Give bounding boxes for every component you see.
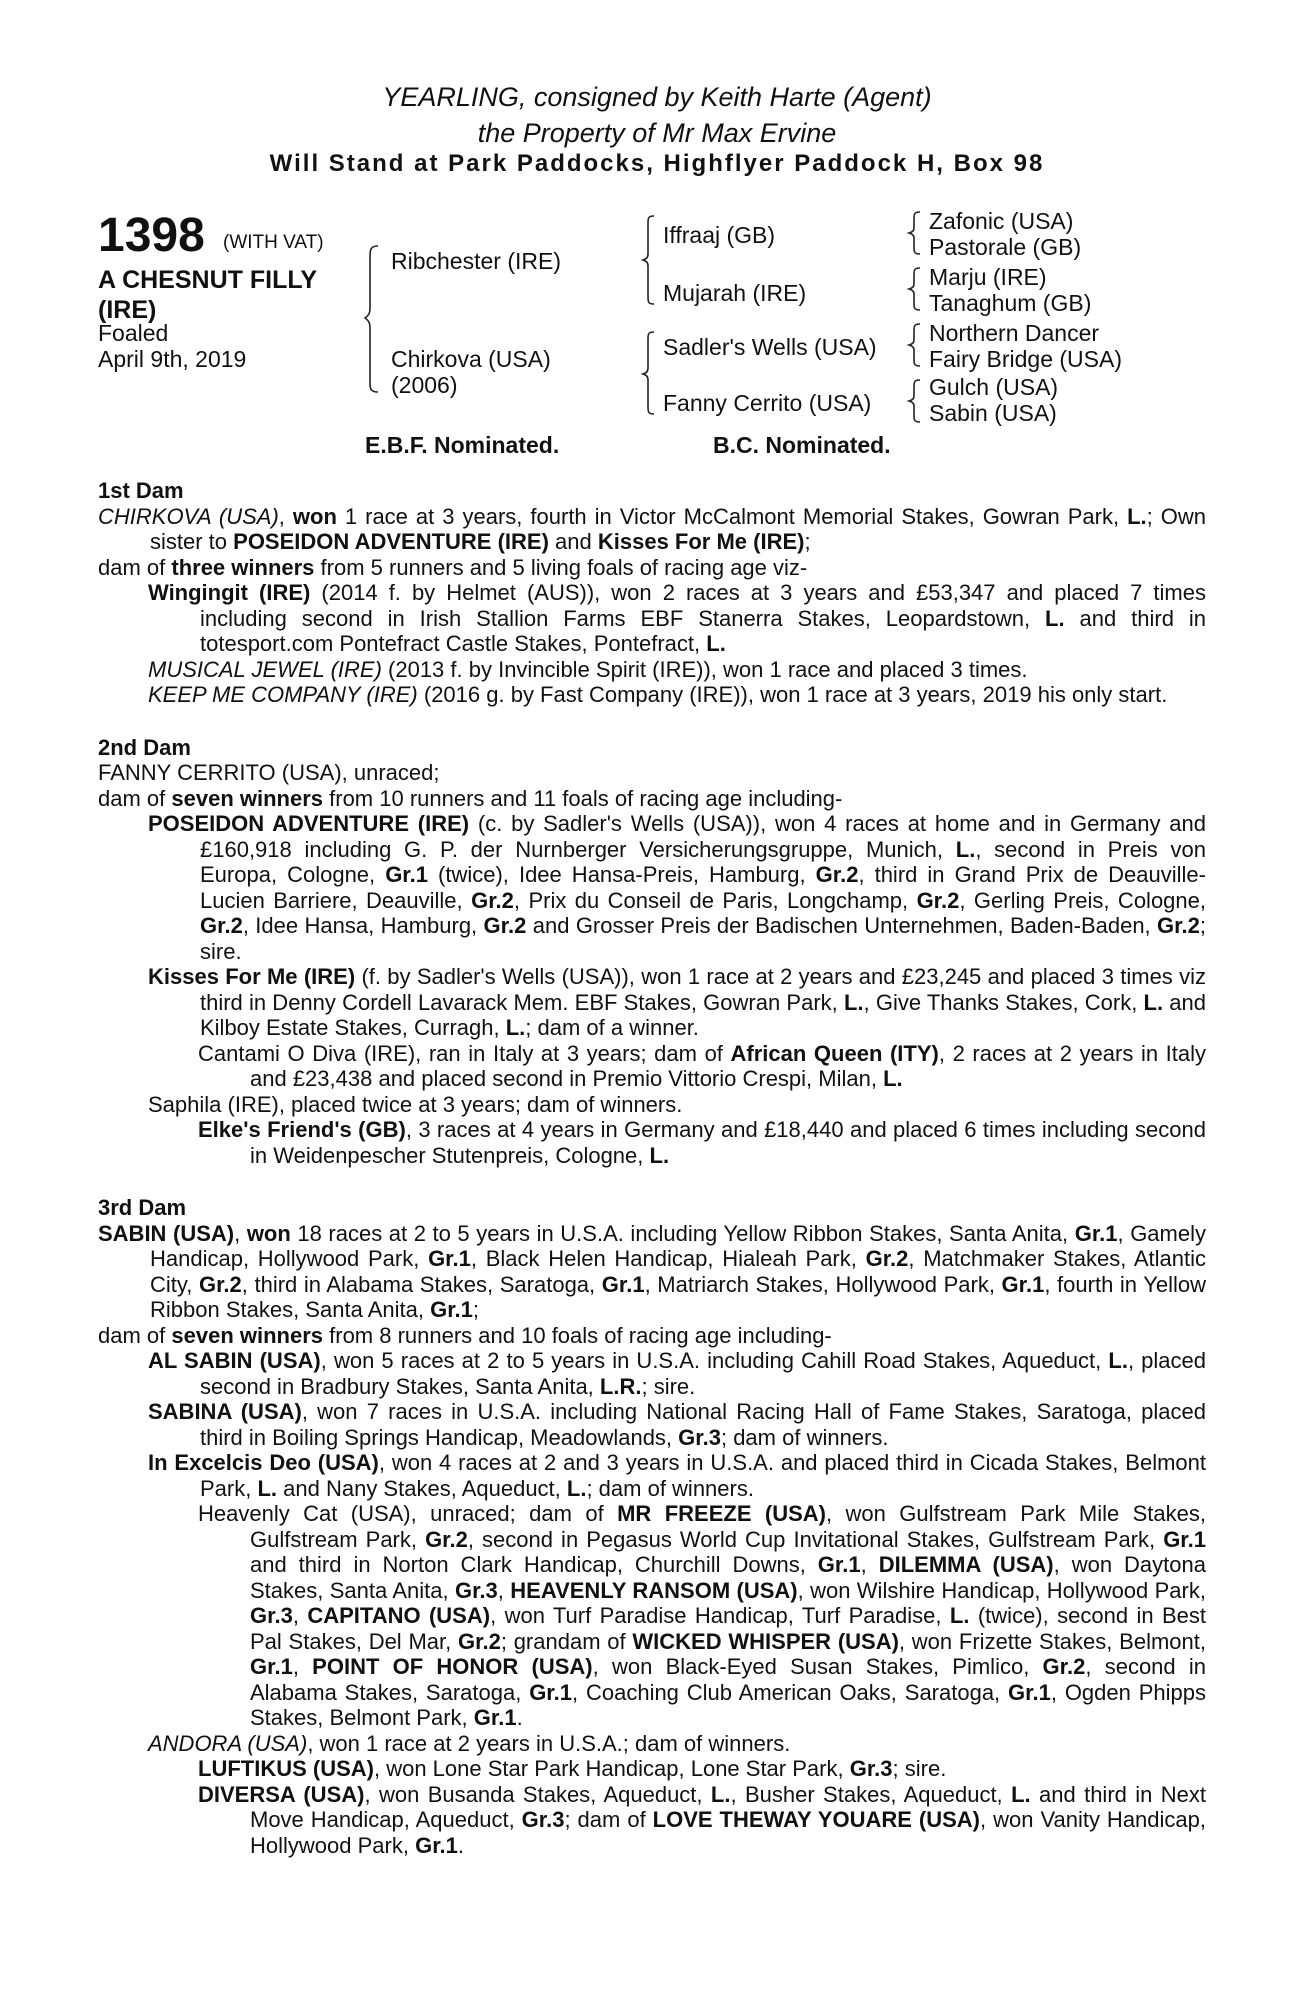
bold-text: Gr.3 — [454, 1577, 498, 1603]
bold-text: Gr.3 — [521, 1807, 565, 1832]
text: ; dam of a winner. — [525, 1015, 699, 1040]
catalogue-body — [98, 478, 1206, 1858]
text: . — [516, 1705, 523, 1730]
text: , third in Grand Prix de Deauville-Lucien Barriere, Deauville, — [200, 862, 1206, 913]
text: dam of — [98, 785, 172, 811]
pedigree-sdd: Tanaghum (GB) — [929, 290, 1092, 316]
bold-text: L. — [949, 1603, 970, 1628]
bold-text: Gr.3 — [250, 1603, 293, 1628]
bold-text: three winners — [171, 554, 315, 580]
text: Saphila (IRE), placed twice at 3 years; dam of winners. — [148, 1091, 683, 1117]
pedigree-bracket-dam — [642, 330, 658, 416]
text: ; grandam of — [500, 1628, 633, 1654]
text: , fourth in Yellow Ribbon Stakes, Santa Anita, — [150, 1271, 1206, 1322]
text: , third in Alabama Stakes, Saratoga, — [241, 1271, 602, 1297]
third-dam-entries — [98, 1221, 1206, 1859]
bold-text: HEAVENLY RANSOM (USA) — [510, 1577, 798, 1603]
text: and third in Next Move Handicap, Aqueduct, — [250, 1781, 1207, 1832]
text: , won Busanda Stakes, Aqueduct, — [364, 1781, 711, 1807]
bold-text: Gr.3 — [678, 1424, 721, 1450]
pedigree-dam-year: (2006) — [391, 372, 458, 398]
text: , Prix du Conseil de Paris, Longchamp, — [513, 887, 917, 913]
text: , — [497, 1577, 511, 1603]
catalogue-entry — [98, 760, 1206, 786]
pedigree-dss: Northern Dancer — [929, 320, 1100, 346]
text: ; sire. — [892, 1756, 947, 1781]
header-property: the Property of Mr Max Ervine — [477, 118, 837, 148]
bold-text: L. — [843, 989, 864, 1015]
bold-text: Gr.2 — [200, 913, 243, 938]
text: ; — [804, 529, 811, 554]
text: and Grosser Preis der Badischen Unternehmen, Baden-Baden, — [526, 913, 1158, 938]
bold-text: POINT OF HONOR (USA) — [312, 1654, 593, 1679]
pedigree-sire-sire: Iffraaj (GB) — [663, 222, 776, 248]
pedigree-dam-sire: Sadler's Wells (USA) — [663, 334, 877, 360]
bold-text: won — [246, 1220, 291, 1246]
text: ; — [472, 1297, 480, 1322]
text: , won 1 race at 2 years in U.S.A.; dam of winners. — [307, 1730, 791, 1756]
catalogue-entry — [98, 555, 1206, 581]
catalogue-entry — [98, 1756, 1206, 1782]
text: , 3 races at 4 years in Germany and £18,440 and placed 6 times including second in Weidenpescher Stutenpreis, Cologne, — [250, 1117, 1206, 1168]
bold-text: POSEIDON ADVENTURE (IRE) — [233, 529, 549, 554]
pedigree-bracket-ss — [908, 210, 922, 256]
text: , — [860, 1552, 879, 1577]
bold-text: Gr.1 — [385, 862, 428, 887]
text: and third in Norton Clark Handicap, Churchill Downs, — [250, 1552, 818, 1577]
bold-text: seven winners — [171, 1322, 324, 1348]
pedigree-dsd: Fairy Bridge (USA) — [929, 346, 1122, 372]
bold-text: L. — [1127, 503, 1147, 529]
catalogue-entry — [98, 1399, 1206, 1450]
bold-text: AL SABIN (USA) — [148, 1348, 321, 1373]
catalogue-entry — [98, 682, 1206, 708]
catalogue-entry — [98, 1323, 1206, 1349]
text: and Kilboy Estate Stakes, Curragh, — [200, 989, 1206, 1040]
text: , — [234, 1220, 247, 1246]
bold-text: L. — [505, 1015, 526, 1040]
text: , won 5 races at 2 to 5 years in U.S.A. including Cahill Road Stakes, Aqueduct, — [320, 1348, 1109, 1373]
text: , Coaching Club American Oaks, Saratoga, — [572, 1679, 1009, 1705]
text: , 2 races at 2 years in Italy and £23,438 and placed second in Premio Vittorio Crespi, Milan, — [250, 1040, 1207, 1091]
catalogue-entry — [98, 1117, 1206, 1168]
text: , Ogden Phipps Stakes, Belmont Park, — [250, 1679, 1206, 1730]
text: Cantami O Diva (IRE), ran in Italy at 3 years; dam of — [198, 1040, 731, 1066]
first-dam-entries — [98, 504, 1206, 708]
pedigree-sire: Ribchester (IRE) — [391, 248, 561, 274]
bold-text: DIVERSA (USA) — [198, 1781, 365, 1807]
foaled-date: April 9th, 2019 — [98, 346, 247, 372]
text: from 5 runners and 5 living foals of racing age viz- — [314, 554, 808, 580]
bold-text: Gr.1 — [529, 1679, 572, 1705]
text: , Matriarch Stakes, Hollywood Park, — [644, 1271, 1002, 1297]
text: . — [457, 1832, 465, 1858]
bold-text: SABINA (USA) — [148, 1399, 302, 1424]
catalogue-entry — [98, 1782, 1206, 1859]
bold-text: Gr.1 — [1163, 1526, 1206, 1552]
text: , won Daytona Stakes, Santa Anita, — [250, 1552, 1206, 1603]
second-dam-entries — [98, 760, 1206, 1168]
text: 1 race at 3 years, fourth in Victor McCalmont Memorial Stakes, Gowran Park, — [336, 503, 1128, 529]
bold-text: Gr.2 — [458, 1628, 501, 1654]
bold-text: L. — [566, 1475, 587, 1501]
catalogue-entry — [98, 1041, 1206, 1092]
pedigree-ssd: Pastorale (GB) — [929, 234, 1082, 260]
pedigree-ddd: Sabin (USA) — [929, 400, 1057, 426]
text: , Busher Stakes, Aqueduct, — [730, 1781, 1012, 1807]
catalogue-entry — [98, 657, 1206, 683]
text: from 10 runners and 11 foals of racing age including- — [323, 785, 843, 811]
text: ; dam of — [564, 1807, 653, 1832]
text: , Gerling Preis, Cologne, — [959, 887, 1206, 913]
catalogue-entry — [98, 1501, 1206, 1731]
text: , second in Pegasus World Cup Invitational Stakes, Gulfstream Park, — [467, 1526, 1164, 1552]
text: , won Black-Eyed Susan Stakes, Pimlico, — [592, 1654, 1043, 1679]
italic-text: ANDORA (USA) — [148, 1730, 308, 1756]
catalogue-entry — [98, 786, 1206, 812]
bold-text: CAPITANO (USA) — [307, 1603, 491, 1628]
pedigree-sss: Zafonic (USA) — [929, 208, 1074, 234]
vat-note: (WITH VAT) — [223, 232, 324, 253]
first-dam-heading: 1st Dam — [98, 478, 184, 503]
pedigree-bracket-main — [364, 244, 384, 394]
header-consignor: YEARLING, consigned by Keith Harte (Agent) — [382, 82, 932, 112]
bold-text: Gr.2 — [865, 1246, 909, 1271]
bold-text: Gr.1 — [428, 1246, 471, 1271]
text: , Gamely Handicap, Hollywood Park, — [150, 1220, 1206, 1271]
text: ; sire. — [200, 913, 1206, 964]
text: 18 races at 2 to 5 years in U.S.A. including Yellow Ribbon Stakes, Santa Anita, — [290, 1220, 1075, 1246]
italic-text: MUSICAL JEWEL (IRE) — [148, 656, 382, 682]
bold-text: L. — [1108, 1348, 1128, 1373]
pedigree-sds: Marju (IRE) — [929, 264, 1047, 290]
catalogue-entry — [98, 1221, 1206, 1323]
bold-text: L. — [955, 836, 976, 862]
text: , Matchmaker Stakes, Atlantic City, — [150, 1246, 1207, 1297]
bold-text: Gr.2 — [1042, 1654, 1086, 1679]
header-location: Will Stand at Park Paddocks, Highflyer Paddock H, Box 98 — [269, 150, 1045, 177]
bold-text: LUFTIKUS (USA) — [198, 1756, 374, 1781]
text: , Idee Hansa, Hamburg, — [242, 913, 484, 938]
catalogue-entry — [98, 1731, 1206, 1757]
text: , — [292, 1654, 313, 1679]
text: , won Gulfstream Park Mile Stakes, Gulfstream Park, — [250, 1501, 1207, 1552]
text: , placed second in Bradbury Stakes, Santa Anita, — [200, 1348, 1206, 1399]
bold-text: Gr.1 — [1001, 1271, 1045, 1297]
text: , won Wilshire Handicap, Hollywood Park, — [797, 1577, 1206, 1603]
text: (2013 f. by Invincible Spirit (IRE)), won 1 race and placed 3 times. — [381, 656, 1028, 682]
bold-text: Gr.2 — [1157, 913, 1200, 938]
text: ; dam of winners. — [720, 1424, 889, 1450]
bold-text: Gr.2 — [471, 887, 514, 913]
bold-text: Gr.1 — [473, 1705, 517, 1730]
bold-text: L. — [1045, 605, 1065, 631]
bold-text: L. — [1143, 989, 1164, 1015]
third-dam-heading: 3rd Dam — [98, 1195, 187, 1220]
pedigree-dam: Chirkova (USA) — [391, 346, 551, 372]
catalogue-entry — [98, 504, 1206, 555]
text: , won Frizette Stakes, Belmont, — [898, 1628, 1206, 1654]
text: , won Vanity Handicap, Hollywood Park, — [250, 1807, 1206, 1858]
bold-text: won — [292, 503, 337, 529]
bold-text: L. — [710, 1781, 731, 1807]
text: (f. by Sadler's Wells (USA)), won 1 race at 2 years and £23,245 and placed 3 times viz third in Denny Cordell Lavarack Mem. EBF Stakes, Gowran Park, — [200, 964, 1206, 1015]
bold-text: Gr.1 — [817, 1552, 861, 1577]
bold-text: Gr.2 — [815, 862, 859, 887]
text: dam of — [98, 554, 172, 580]
bold-text: POSEIDON ADVENTURE (IRE) — [148, 811, 470, 836]
pedigree-bracket-ds — [908, 322, 922, 368]
text: (2016 g. by Fast Company (IRE)), won 1 race at 3 years, 2019 his only start. — [417, 682, 1168, 707]
italic-text: CHIRKOVA (USA) — [98, 503, 279, 529]
text: from 8 runners and 10 foals of racing age including- — [323, 1322, 832, 1348]
text: ; dam of winners. — [586, 1475, 754, 1501]
catalogue-entry — [98, 1450, 1206, 1501]
pedigree-sire-dam: Mujarah (IRE) — [663, 280, 807, 306]
text: , won 4 races at 2 and 3 years in U.S.A. and placed third in Cicada Stakes, Belmont Park, — [200, 1450, 1206, 1501]
pedigree-dds: Gulch (USA) — [929, 374, 1059, 400]
bold-text: L. — [883, 1066, 903, 1091]
bold-text: Gr.2 — [198, 1271, 242, 1297]
bold-text: seven winners — [171, 785, 324, 811]
bold-text: Gr.2 — [425, 1526, 468, 1552]
bold-text: Gr.1 — [415, 1832, 458, 1858]
foaled-label: Foaled — [98, 320, 169, 346]
catalogue-entry — [98, 811, 1206, 964]
bold-text: Gr.1 — [601, 1271, 645, 1297]
text: and — [548, 529, 598, 554]
bold-text: L. — [649, 1142, 670, 1168]
text: and third in totesport.com Pontefract Castle Stakes, Pontefract, — [200, 605, 1206, 656]
bold-text: Kisses For Me (IRE) — [148, 964, 356, 989]
text: , — [292, 1603, 308, 1628]
catalogue-entry — [98, 580, 1206, 657]
bold-text: Gr.1 — [1074, 1220, 1118, 1246]
pedigree-bracket-sire — [642, 214, 658, 306]
italic-text: KEEP ME COMPANY (IRE) — [148, 682, 418, 707]
bold-text: Gr.2 — [916, 887, 960, 913]
bold-text: L. — [1011, 1781, 1031, 1807]
bold-text: DILEMMA (USA) — [878, 1552, 1054, 1577]
catalogue-entry — [98, 964, 1206, 1041]
ebf-nominated: E.B.F. Nominated. — [365, 432, 560, 458]
lot-description: A CHESNUT FILLY — [98, 266, 317, 294]
lot-description-origin: (IRE) — [98, 296, 157, 324]
text: , Give Thanks Stakes, Cork, — [863, 989, 1144, 1015]
bold-text: Gr.1 — [250, 1654, 293, 1679]
bold-text: Gr.1 — [1008, 1679, 1051, 1705]
catalogue-entry — [98, 1348, 1206, 1399]
text: FANNY CERRITO (USA), unraced; — [98, 760, 440, 785]
bold-text: In Excelcis Deo (USA) — [148, 1450, 379, 1475]
text: , won Lone Star Park Handicap, Lone Star Park, — [373, 1756, 850, 1781]
text: , second in Alabama Stakes, Saratoga, — [250, 1654, 1207, 1705]
bold-text: Gr.3 — [849, 1756, 893, 1781]
bold-text: LOVE THEWAY YOUARE (USA) — [652, 1807, 981, 1832]
text: Heavenly Cat (USA), unraced; dam of — [198, 1501, 618, 1526]
pedigree-bracket-dd — [908, 378, 922, 424]
text: , won Turf Paradise Handicap, Turf Paradise, — [490, 1603, 950, 1628]
text: , second in Preis von Europa, Cologne, — [200, 836, 1206, 887]
text: ; Own sister to — [150, 503, 1206, 554]
bold-text: Kisses For Me (IRE) — [597, 529, 805, 554]
text: , won 7 races in U.S.A. including National Racing Hall of Fame Stakes, Saratoga, placed third in Boiling Springs Handicap, Meadowlands, — [200, 1399, 1207, 1450]
bold-text: MR FREEZE (USA) — [617, 1501, 827, 1526]
pedigree-dam-dam: Fanny Cerrito (USA) — [663, 390, 872, 416]
pedigree-bracket-sd — [908, 266, 922, 312]
bold-text: African Queen (ITY) — [730, 1040, 939, 1066]
text: dam of — [98, 1322, 172, 1348]
bold-text: Wingingit (IRE) — [148, 580, 311, 605]
bold-text: Elke's Friend's (GB) — [198, 1117, 406, 1142]
catalogue-entry — [98, 1092, 1206, 1118]
text: (twice), second in Best Pal Stakes, Del Mar, — [250, 1603, 1206, 1654]
text: , Black Helen Handicap, Hialeah Park, — [470, 1246, 866, 1271]
text: ; sire. — [641, 1373, 696, 1399]
bold-text: L.R. — [599, 1373, 642, 1399]
text: , — [278, 503, 293, 529]
text: and Nany Stakes, Aqueduct, — [277, 1475, 567, 1501]
bold-text: Gr.1 — [430, 1297, 473, 1322]
text: (c. by Sadler's Wells (USA)), won 4 races at home and in Germany and £160,918 including G. P. der Nurnberger Versicherungsgruppe, Munich, — [200, 811, 1206, 862]
bold-text: L. — [257, 1475, 278, 1501]
second-dam-heading: 2nd Dam — [98, 734, 191, 760]
bold-text: Gr.2 — [483, 913, 527, 938]
text: (twice), Idee Hansa-Preis, Hamburg, — [428, 862, 816, 887]
lot-number: 1398 — [98, 209, 205, 262]
bc-nominated: B.C. Nominated. — [713, 432, 891, 458]
bold-text: WICKED WHISPER (USA) — [632, 1628, 899, 1654]
text: (2014 f. by Helmet (AUS)), won 2 races at 3 years and £53,347 and placed 7 times including second in Irish Stallion Farms EBF Stanerra Stakes, Leopardstown, — [200, 580, 1206, 631]
bold-text: L. — [706, 631, 726, 656]
bold-text: SABIN (USA) — [98, 1220, 235, 1246]
